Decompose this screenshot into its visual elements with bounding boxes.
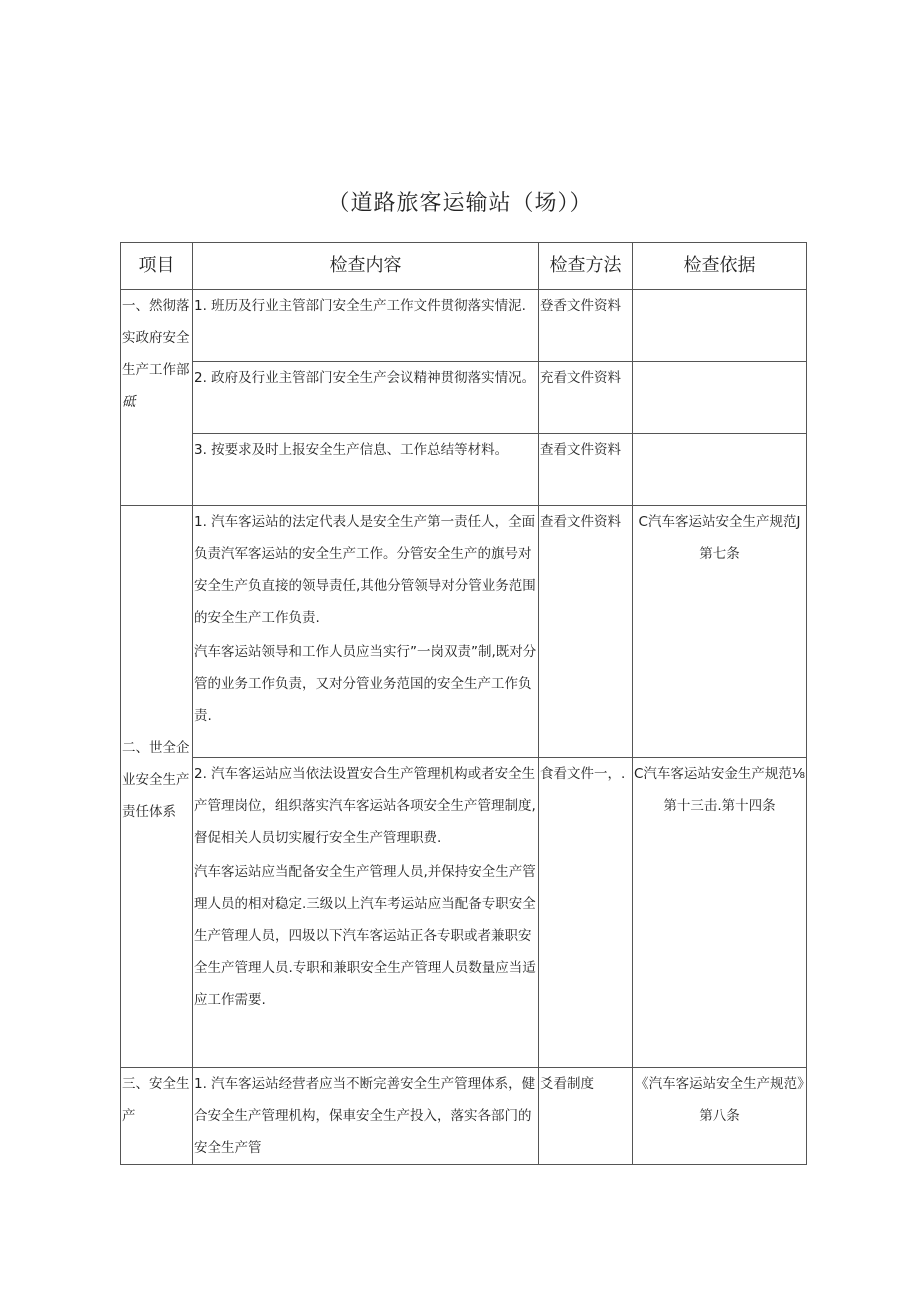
method-cell: 食看文件一，. [539,758,633,1068]
method-cell: 登香文件资料 [539,290,633,362]
table-row [121,506,807,758]
content-cell [193,290,539,362]
basis-cell: C汽车客运站安全生产规范J第七条 [633,506,807,758]
method-cell: 充看文件资料 [539,362,633,434]
content-cell [193,758,539,1068]
content-paragraph: 1. 汽车客运站的法定代表人是安全生产第一责任人，全面负责汽军客运站的安全生产工作。分管安全生产的旗号对安全生产负直接的领导责任,其他分管领导对分管业务范围的安全生产工作负责. [194,514,536,626]
header-content: 检查内容 [193,243,539,290]
content-paragraph: 1. 汽车客运站经营者应当不断完善安全生产管理体系，健合安全生产管理机构，保車安全生产投入，落实各部门的安全生产管 [194,1076,536,1156]
header-item: 项目 [121,243,193,290]
section-item-tail: 砥 [122,394,136,410]
section-item-text: 一、然彻落实政府安全生产工作部 [122,298,190,378]
table-row [121,1068,807,1165]
table-row [121,434,807,506]
basis-cell [633,434,807,506]
content-paragraph: 3. 按要求及时上报安全生产信息、工作总结等材料。 [194,442,509,458]
method-cell: 查看文件资料 [539,434,633,506]
section-item [121,506,193,1068]
header-method: 检查方法 [539,243,633,290]
header-basis: 检查依据 [633,243,807,290]
content-paragraph: 汽车客运站应当配备安全生产管理人员,并保持安全生产管理人员的相对稳定.三级以上汽车考运站应当配备专职安全生产管理人员，四圾以下汽车客运站正各专职或者兼职安全生产管理人员.专职和兼职安全生产管理人员数量应当适应工作需要. [194,864,536,1008]
basis-cell: 《汽车客运站安全生产规范》第八条 [633,1068,807,1165]
content-paragraph: 2. 汽车客运站应当依法设置安合生产管理机构或者安全生产管理岗位，组织落实汽车客运站各项安全生产管理制度,督促相关人员切实履行安全生产管理职费. [194,766,536,846]
content-paragraph: 汽车客运站领导和工作人员应当实行”一岗双责”制,既对分管的业务工作负责，又对分管业务范国的安全生产工作负责. [194,644,537,724]
content-cell [193,506,539,758]
content-paragraph: 1. 班历及行业主管部门安全生产工作文件贯彻落实情泥. [194,298,526,314]
section-item-text: 二、世全企业安全生产责任体系 [122,740,190,820]
section-item: 三、安全生产 [121,1068,193,1165]
content-cell [193,1068,539,1165]
basis-cell [633,290,807,362]
content-cell [193,362,539,434]
table-row [121,758,807,1068]
document-title: （道路旅客运输站（场）） [327,191,593,216]
table-row [121,362,807,434]
basis-cell: C汽车客运站安金生产规范⅛第十三击.第十四条 [633,758,807,1068]
inspection-table [120,242,807,1165]
table-row [121,290,807,362]
method-cell: 爻看制度 [539,1068,633,1165]
basis-cell [633,362,807,434]
method-cell: 查看文件资料 [539,506,633,758]
section-item [121,290,193,506]
table-header-row [121,243,807,290]
content-paragraph: 2. 政府及行业主管部门安全生产会议精神贯彻落实情况。 [194,370,536,386]
content-cell [193,434,539,506]
